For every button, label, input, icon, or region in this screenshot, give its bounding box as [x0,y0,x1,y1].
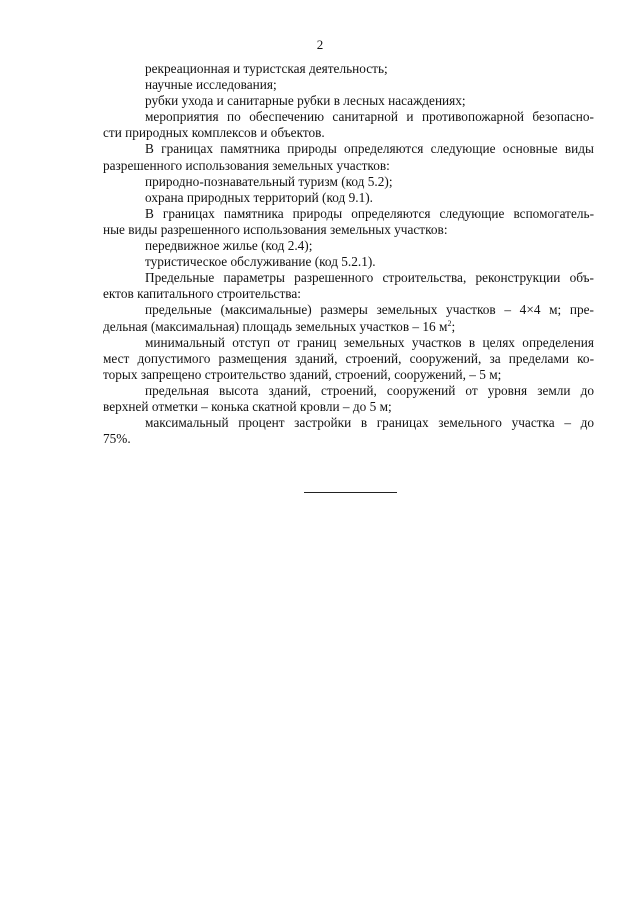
text-line: В границах памятника природы определяются следующие основные виды [145,141,594,157]
list-item-nature-protection [103,190,594,206]
list-item-mobile-housing [103,238,594,254]
list-item-safety-measures [103,109,594,141]
text-line: торых запрещено строительство зданий, строений, сооружений, – 5 м; [103,366,502,382]
text-line: 75%. [103,431,131,447]
paragraph-coverage [103,415,594,447]
paragraph-construction-parameters [103,270,594,302]
paragraph-setback [103,335,594,383]
text-line: рубки ухода и санитарные рубки в лесных насаждениях; [145,93,466,109]
text-line: природно-познавательный туризм (код 5.2); [145,173,393,189]
text-line: максимальный процент застройки в границах земельного участка – до [145,415,594,431]
text-line: туристическое обслуживание (код 5.2.1). [145,254,376,270]
paragraph-plot-size [103,302,594,334]
list-item-logging [103,93,594,109]
text-line: охрана природных территорий (код 9.1). [145,189,373,205]
text-line: мест допустимого размещения зданий, строений, сооружений, за пределами ко- [103,350,594,366]
page-number: 2 [316,37,324,52]
text-line: минимальный отступ от границ земельных участков в целях определения [145,334,594,350]
text-line: сти природных комплексов и объектов. [103,125,325,141]
list-item-recreation [103,61,594,77]
superscript: 2 [447,318,452,328]
text-line: ные виды разрешенного использования земельных участков: [103,221,448,237]
list-item-tourist-services [103,254,594,270]
list-item-tourism [103,174,594,190]
list-item-research [103,77,594,93]
text-line: предельные (максимальные) размеры земельных участков – 4×4 м; пре- [145,302,594,318]
text-line [103,319,594,335]
paragraph-main-uses [103,141,594,173]
text-line: В границах памятника природы определяются следующие вспомогатель- [145,205,594,221]
text-line: Предельные параметры разрешенного строительства, реконструкции объ- [145,270,594,286]
text-line: ектов капитального строительства: [103,286,301,302]
text-line: мероприятия по обеспечению санитарной и противопожарной безопасно- [145,109,594,125]
paragraph-max-height [103,383,594,415]
text-line: разрешенного использования земельных участков: [103,157,390,173]
text-line: верхней отметки – конька скатной кровли – до 5 м; [103,398,392,414]
text-line: рекреационная и туристская деятельность; [145,61,388,76]
text-line: научные исследования; [145,77,277,93]
paragraph-auxiliary-uses [103,206,594,238]
text-line: предельная высота зданий, строений, сооружений от уровня земли до [145,382,594,398]
text-line: передвижное жилье (код 2.4); [145,238,313,254]
document-body [103,61,594,447]
closing-rule [304,492,397,493]
text-fragment: дельная (максимальная) площадь земельных участков – 16 м [103,318,448,334]
text-fragment: ; [451,318,456,334]
